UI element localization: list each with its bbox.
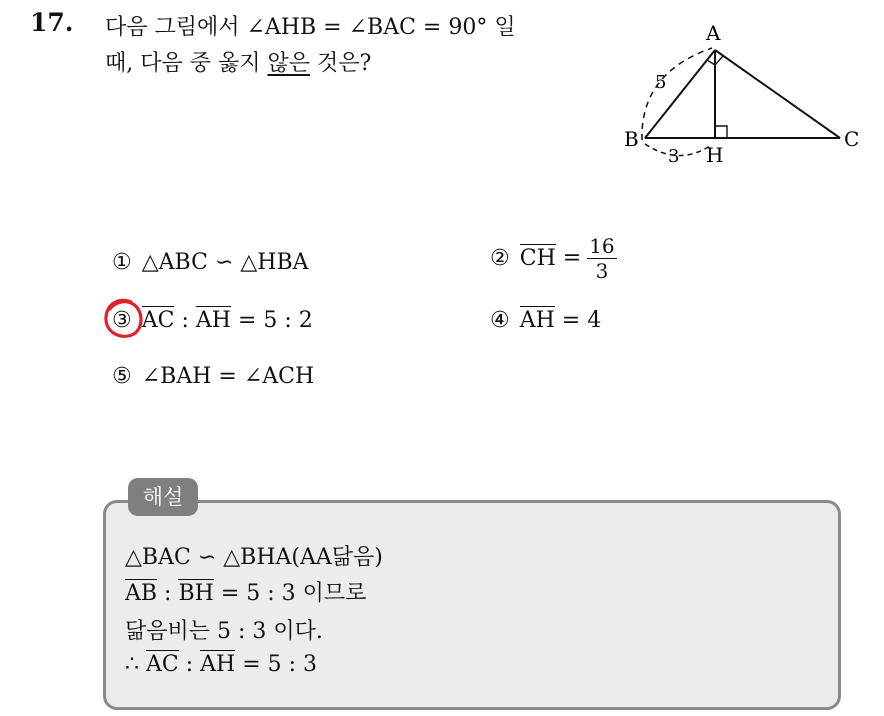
solution-therefore: ∴ <box>125 652 146 677</box>
option-4-rest: = 4 <box>554 308 602 333</box>
right-angle-mark-h <box>715 126 727 138</box>
option-4-number: ④ <box>490 308 510 333</box>
label-b: B <box>624 127 639 151</box>
option-2-segment: CH <box>519 245 556 271</box>
solution-line-3: 닮음비는 5 : 3 이다. <box>125 619 323 644</box>
solution-line-4 <box>125 652 317 677</box>
option-3-segment-1: AC <box>141 308 175 333</box>
option-3-rest: = 5 : 2 <box>230 308 313 333</box>
solution-line-1: △BAC ∽ △BHA(AA닮음) <box>125 545 383 570</box>
question-line-2-start: 때, 다음 중 옳지 <box>105 51 268 76</box>
question-line-2-end: 것은? <box>310 51 372 76</box>
option-1-number: ① <box>112 250 132 275</box>
solution-line-2-rest: = 5 : 3 이므로 <box>213 581 367 606</box>
option-2-equals: = <box>555 245 582 271</box>
label-bh-length: 3 <box>668 146 680 167</box>
question-line-1: 다음 그림에서 ∠AHB = ∠BAC = 90° 일 <box>105 15 516 40</box>
ab-dashed-arc <box>642 48 712 140</box>
option-4[interactable] <box>490 308 601 333</box>
solution-line-4-colon: : <box>178 652 201 677</box>
option-1[interactable] <box>112 250 309 275</box>
solution-line-4-rest: = 5 : 3 <box>235 652 318 677</box>
option-3-segment-2: AH <box>195 308 231 333</box>
fraction-denominator: 3 <box>595 259 609 283</box>
question-underlined-word: 않은 <box>267 51 310 76</box>
option-1-text: △ABC ∽ △HBA <box>141 250 309 275</box>
option-4-segment: AH <box>519 308 555 333</box>
label-c: C <box>844 127 860 151</box>
solution-tab: 해설 <box>128 478 198 516</box>
question-line-2 <box>105 46 516 82</box>
option-3-ratio-colon: : <box>174 308 196 333</box>
side-ac <box>715 50 840 138</box>
solution-segment-ah: AH <box>200 652 236 677</box>
option-2[interactable] <box>490 234 617 283</box>
label-a: A <box>706 21 721 45</box>
solution-line-2-colon: : <box>157 581 179 606</box>
option-5-text: ∠BAH = ∠ACH <box>141 364 315 389</box>
question-text <box>105 10 516 82</box>
option-5-number: ⑤ <box>112 364 132 389</box>
solution-segment-ab: AB <box>125 581 158 606</box>
fraction-numerator: 16 <box>589 234 615 258</box>
triangle-figure <box>600 18 870 178</box>
option-2-fraction <box>587 234 616 283</box>
solution-segment-ac: AC <box>146 652 179 677</box>
option-2-number: ② <box>490 245 510 271</box>
answer-mark-circle <box>101 294 147 344</box>
option-5[interactable] <box>112 364 314 389</box>
label-ab-length: 5 <box>655 72 667 93</box>
solution-line-2 <box>125 576 366 607</box>
option-3-number: ③ <box>112 308 132 333</box>
label-h: H <box>706 143 724 167</box>
solution-segment-bh: BH <box>178 581 214 606</box>
question-number: 17. <box>30 8 74 37</box>
